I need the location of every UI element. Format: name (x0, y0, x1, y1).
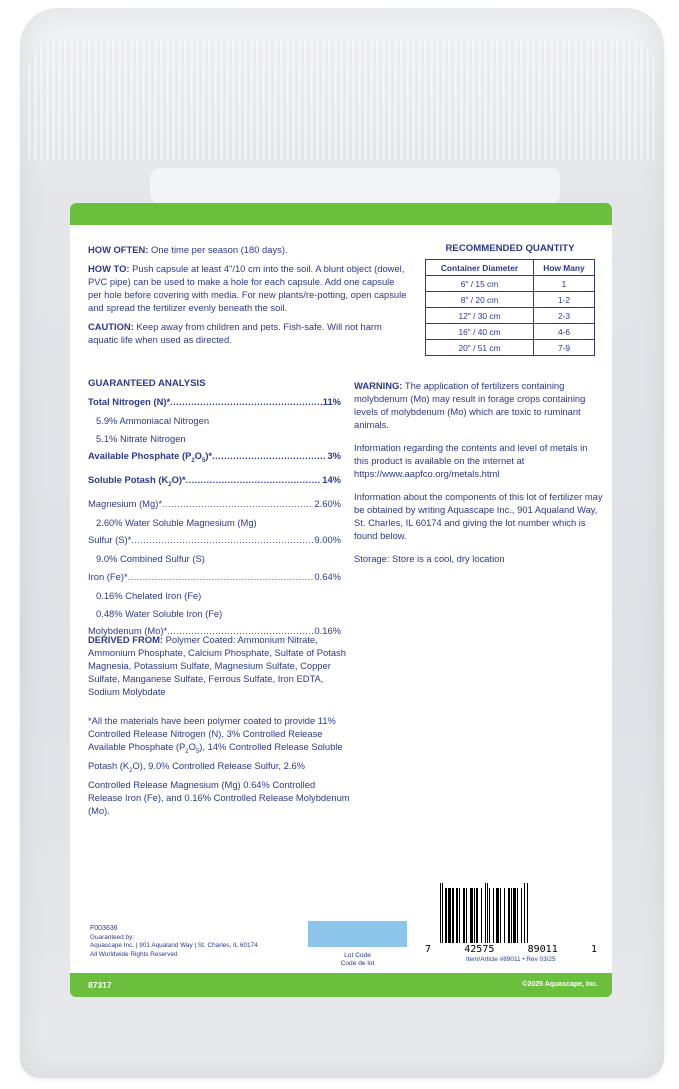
table-cell: 2-3 (534, 308, 595, 324)
analysis-fe-soluble: 0.48% Water Soluble Iron (Fe) (96, 607, 223, 619)
header-how-many: How Many (534, 260, 595, 276)
barcode-bars (440, 888, 600, 943)
instructions (88, 243, 410, 352)
lot-code-label: Lot Code Code de lot (340, 952, 375, 967)
table-cell: 12" / 30 cm (426, 308, 534, 324)
components-info: Information about the components of this lot of fertilizer may be obtained by writing Aquascape Inc., 901 Aqualand Way, St. Charles, IL 60174 and giving the lot number which is found below. (354, 491, 603, 541)
caution: CAUTION: Keep away from children and pets. Fish-safe. Will not harm aquatic life when used as directed. (88, 321, 382, 345)
product-code: F003636 (90, 925, 118, 932)
quantity-table (425, 259, 595, 356)
guaranteed-analysis-title: GUARANTEED ANALYSIS (88, 378, 206, 389)
guaranteed-by: Guaranteed by: (90, 934, 135, 942)
rights-reserved: All Worldwide Rights Reserved (90, 950, 178, 958)
warnings-column (354, 379, 604, 575)
controlled-release-note: *All the materials have been polymer coated to provide 11% Controlled Release Nitrogen (N), 3% Controlled Release Available Phosphate $(P_2O_5)$, 14% Controlled Release Soluble Potash $(K_2O)$, 9.0% Controlled Release Sulfur, 2.6% Controlled Release Magnesium (Mg) 0.64% Controlled Release Iron (Fe), and 0.16% Controlled Release Molybdenum (Mo). (88, 715, 350, 816)
analysis-total-nitrogen: Total Nitrogen (N)* ..... 11% (88, 393, 341, 412)
analysis-molybdenum: Molybdenum (Mo)* ..... 0.16% (88, 622, 341, 641)
table-row (426, 276, 595, 292)
table-cell: 1 (534, 276, 595, 292)
analysis-mg-soluble: 2.60% Water Soluble Magnesium (Mg) (96, 516, 257, 528)
derived-from: DERIVED FROM: Polymer Coated: Ammonium Nitrate, Ammonium Phosphate, Calcium Phosphate, Sulfate of Potash Magnesia, Potassium Sulfate, Magnesium Sulfate, Copper Sulfate, Manganese Sulfate, Ferrous Sulfate, Iron EDTA, Sodium Molybdate (88, 634, 346, 697)
manufacturer-address: Aquascape Inc. | 901 Aqualand Way | St. Charles, IL 60174 (90, 942, 258, 950)
copyright: ©2025 Aquascape, Inc. (522, 981, 598, 988)
analysis-sulfur: Sulfur (S)* ..... 9.00% (88, 531, 341, 550)
warning: WARNING: The application of fertilizers containing molybdenum (Mo) may result in forage crops containing levels of molybdenum (Mo) which are toxic to ruminant animals. (354, 380, 586, 430)
table-cell: 4-6 (534, 324, 595, 340)
analysis-nitrate: 5.1% Nitrate Nitrogen (96, 432, 186, 444)
storage-info: Storage: Store is a cool, dry location (354, 553, 505, 564)
manufacturer-info (90, 925, 320, 959)
how-to: HOW TO: Push capsule at least 4"/10 cm into the soil. A blunt object (dowel, PVC pipe) can be used to make a hole for each capsule. Add one capsule per hole before covering with media. For new plants/re-potting, open capsule and spread the fertilizer evenly beneath the soil. (88, 263, 407, 313)
table-cell: 7-9 (534, 340, 595, 356)
bag-contents-highlight (150, 168, 560, 204)
table-cell: 20" / 51 cm (426, 340, 534, 356)
table-row (426, 292, 595, 308)
table-cell: 1-2 (534, 292, 595, 308)
analysis-phosphate: Available Phosphate $(P_2O_5)*$ ..... 3% (88, 447, 341, 471)
barcode (425, 888, 600, 963)
analysis-iron: Iron (Fe)* ..... 0.64% (88, 568, 341, 587)
table-row (426, 324, 595, 340)
table-row (426, 308, 595, 324)
analysis-fe-chelated: 0.16% Chelated Iron (Fe) (96, 589, 202, 601)
barcode-digits: 7 42575 89011 1 (425, 944, 597, 955)
table-cell: 6" / 15 cm (426, 276, 534, 292)
recommended-quantity (425, 243, 595, 356)
label-top-band (70, 203, 612, 225)
barcode-bar (527, 883, 528, 943)
quantity-table-header (426, 260, 595, 276)
analysis-magnesium: Magnesium (Mg)* ..... 2.60% (88, 495, 341, 514)
bag-seal-texture (28, 40, 656, 160)
analysis-s-combined: 9.0% Combined Sulfur (S) (96, 553, 205, 565)
table-cell: 8" / 20 cm (426, 292, 534, 308)
table-row (426, 340, 595, 356)
item-article: Item/Article #89011 • Rev 03/25 (466, 956, 556, 963)
analysis-potash: Soluble Potash $(K_2O)*$ ..... 14% (88, 471, 341, 495)
how-often: HOW OFTEN: One time per season (180 days). (88, 244, 288, 255)
metals-info: Information regarding the contents and level of metals in this product is available on the internet at https://www.aapfco.org/metals.html (354, 442, 588, 479)
bottom-code: 87317 (88, 980, 112, 990)
label-bottom-band (70, 973, 612, 997)
recommended-quantity-title: RECOMMENDED QUANTITY (445, 243, 575, 254)
table-cell: 16" / 40 cm (426, 324, 534, 340)
analysis-ammoniacal: 5.9% Ammoniacal Nitrogen (96, 414, 210, 426)
lot-code-box (308, 921, 407, 947)
product-label (70, 203, 612, 997)
header-container-diameter: Container Diameter (426, 260, 534, 276)
guaranteed-analysis (88, 378, 341, 641)
